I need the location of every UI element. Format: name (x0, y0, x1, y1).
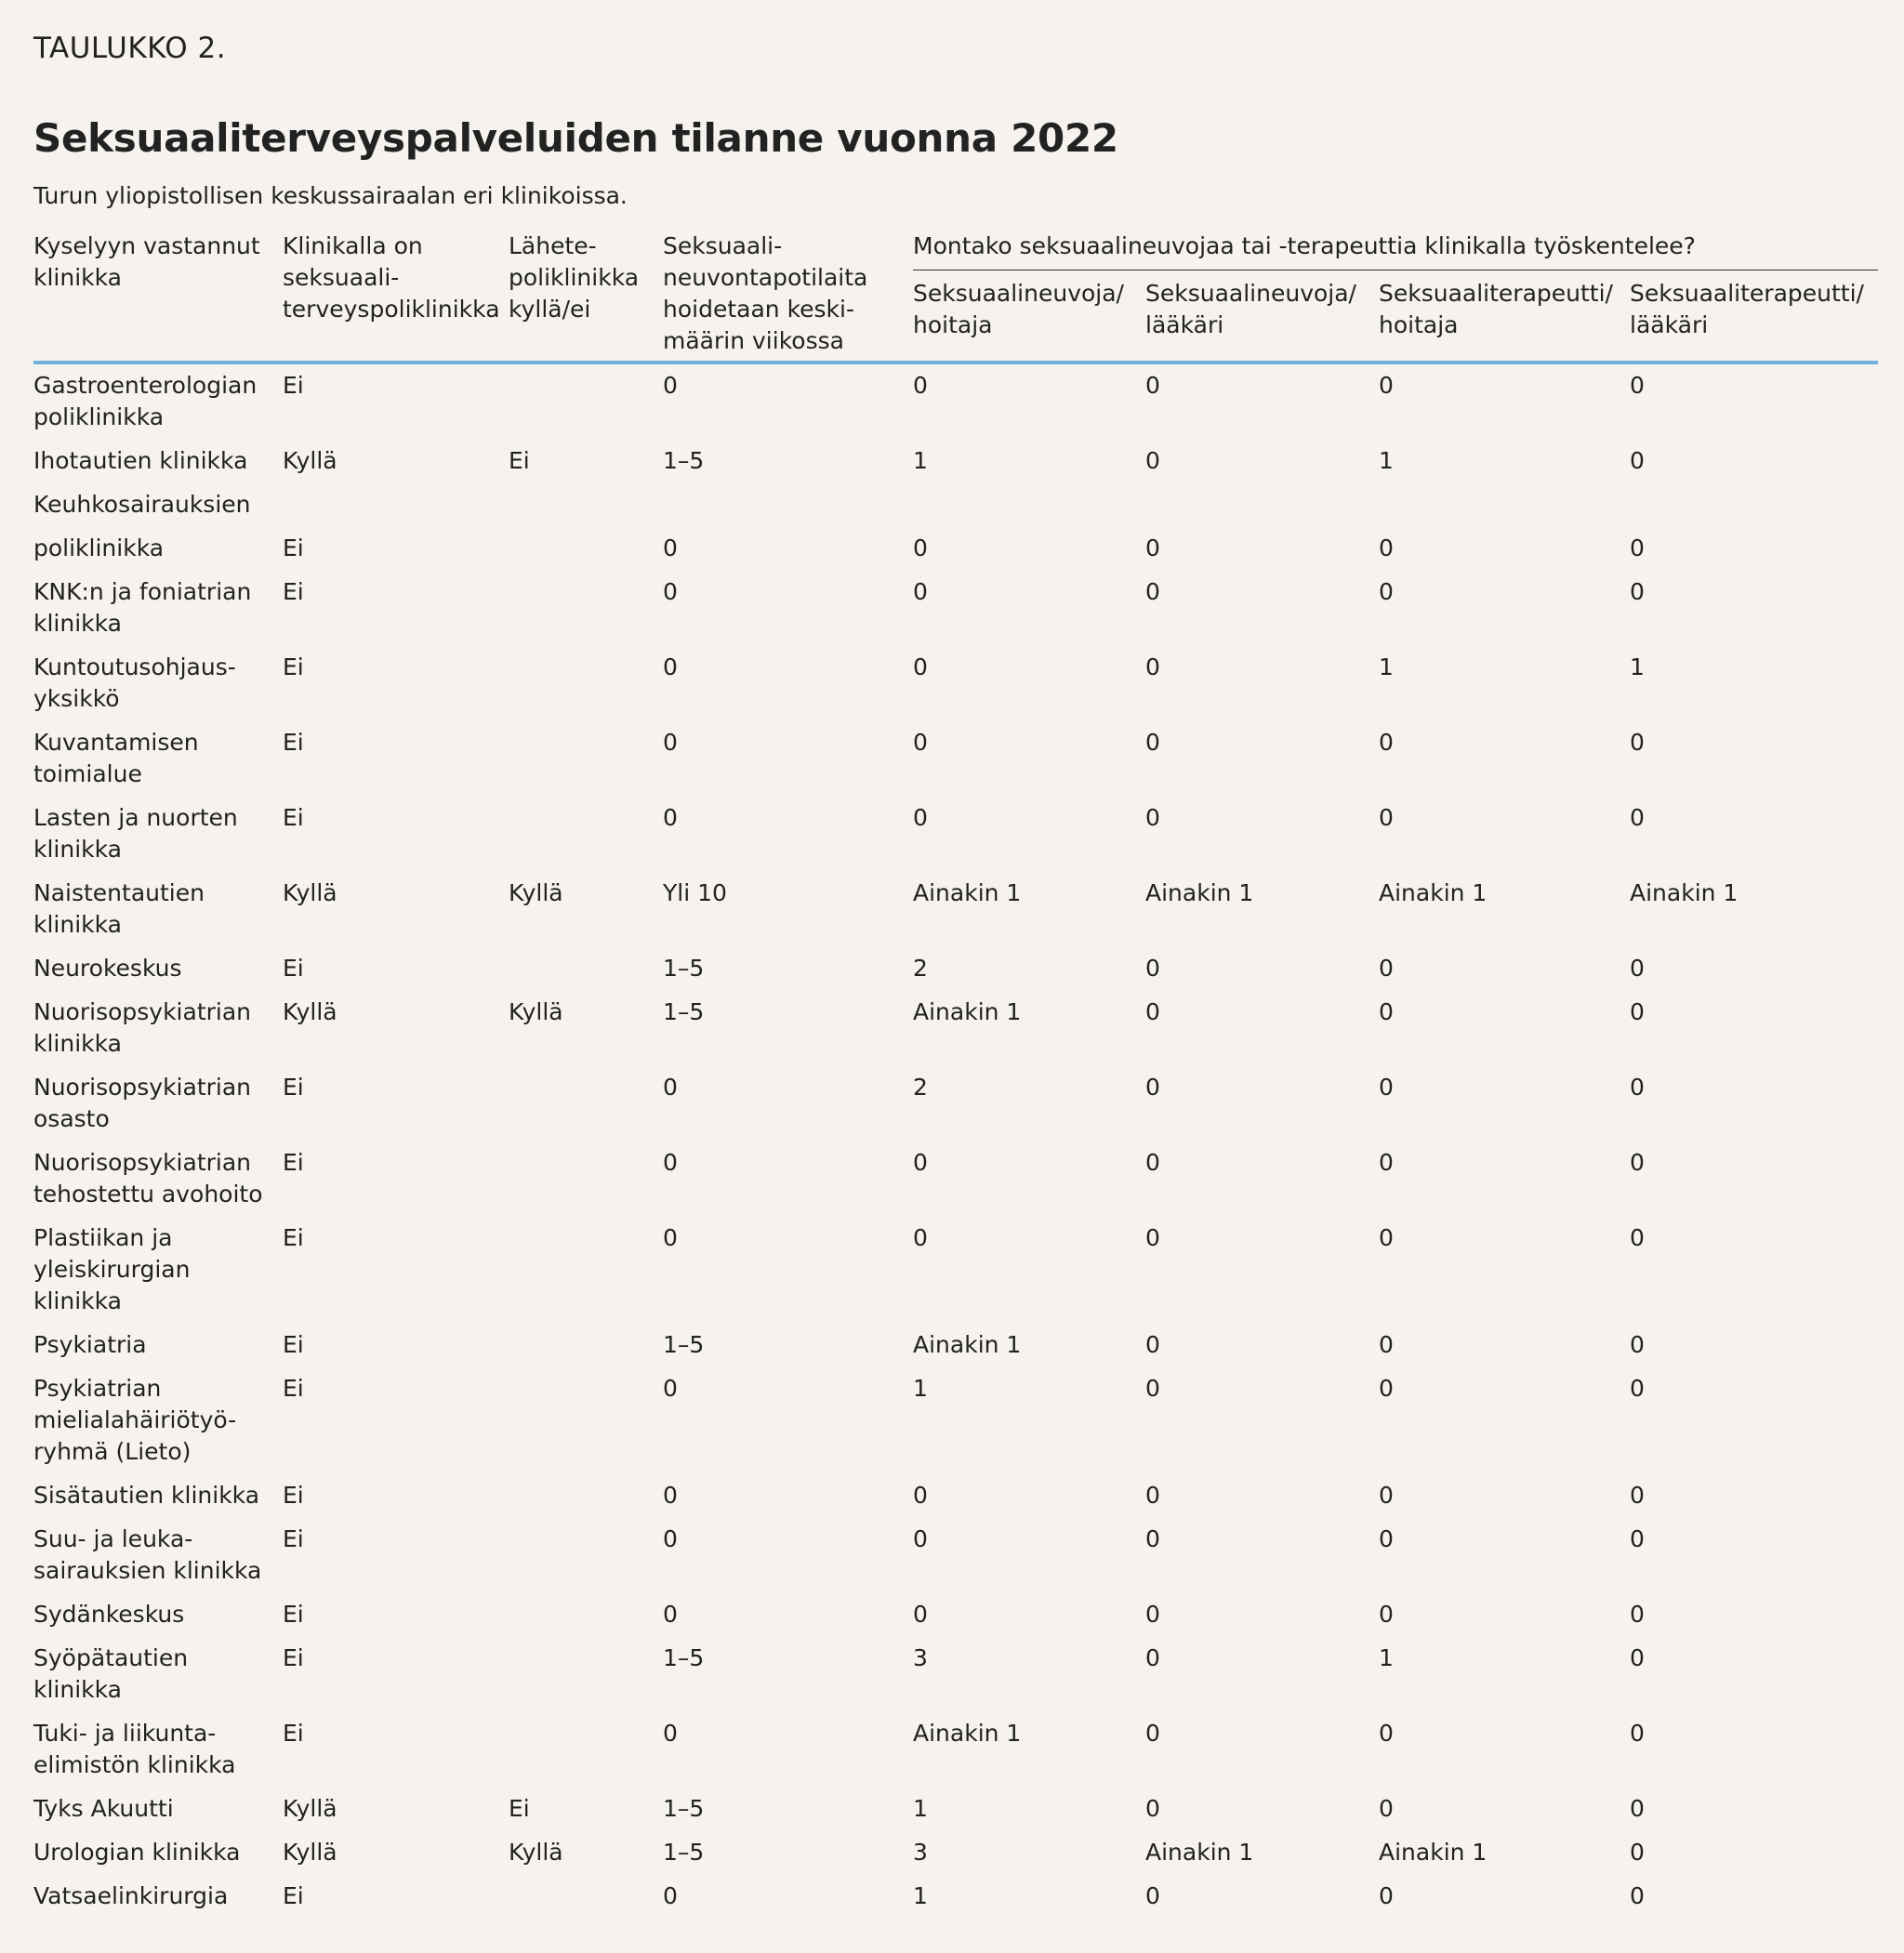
cell-counselor-doctor: 0 (1145, 1482, 1160, 1509)
cell-counselor-doctor: 0 (1145, 534, 1160, 561)
table-row (33, 878, 1878, 953)
cell-counselor-doctor: Ainakin 1 (1145, 1839, 1254, 1866)
cell-referral (509, 1072, 663, 1147)
cell-referral (509, 489, 663, 533)
cell-therapist-doctor: 0 (1630, 1149, 1645, 1176)
cell-clinic-name: Psykiatria (33, 1331, 147, 1358)
cell-clinic-name: KNK:n ja foniatrian klinikka (33, 578, 252, 637)
table-row (33, 363, 1878, 445)
cell-therapist-nurse (1379, 489, 1630, 533)
cell-therapist-doctor: 0 (1630, 447, 1645, 474)
cell-counselor-doctor: 0 (1145, 729, 1160, 756)
cell-therapist-nurse: 0 (1379, 534, 1394, 561)
table-row (33, 1329, 1878, 1373)
cell-referral: Kyllä (509, 879, 563, 906)
cell-therapist-nurse: 0 (1379, 955, 1394, 982)
col-header-therapist-doctor: Seksuaaliterapeutti/ lääkäri (1630, 270, 1878, 363)
cell-referral (509, 953, 663, 996)
cell-referral (509, 1147, 663, 1222)
cell-therapist-nurse: 1 (1379, 653, 1394, 680)
cell-has-clinic: Kyllä (283, 998, 337, 1025)
cell-referral (509, 1222, 663, 1329)
cell-has-clinic: Ei (283, 1149, 304, 1176)
cell-therapist-doctor: 0 (1630, 1644, 1645, 1671)
cell-therapist-nurse: 0 (1379, 804, 1394, 831)
cell-therapist-doctor: 0 (1630, 1224, 1645, 1251)
cell-counselor-doctor: 0 (1145, 804, 1160, 831)
cell-therapist-doctor: 0 (1630, 1525, 1645, 1552)
cell-has-clinic (283, 489, 509, 533)
page-title: Seksuaaliterveyspalveluiden tilanne vuonna 2022 (33, 115, 1118, 161)
table-row (33, 1718, 1878, 1793)
cell-has-clinic: Kyllä (283, 879, 337, 906)
cell-counselor-doctor: 0 (1145, 1644, 1160, 1671)
cell-referral (509, 363, 663, 445)
cell-counselor-nurse: 0 (913, 729, 928, 756)
cell-therapist-nurse: 0 (1379, 1149, 1394, 1176)
cell-patients-per-week: 0 (663, 1882, 678, 1909)
cell-therapist-nurse: 0 (1379, 372, 1394, 399)
cell-counselor-nurse: 3 (913, 1644, 928, 1671)
cell-therapist-doctor: 0 (1630, 1601, 1645, 1628)
cell-therapist-doctor: 1 (1630, 653, 1645, 680)
cell-counselor-doctor: Ainakin 1 (1145, 879, 1254, 906)
cell-has-clinic: Ei (283, 804, 304, 831)
cell-has-clinic: Ei (283, 955, 304, 982)
cell-counselor-nurse: 1 (913, 1882, 928, 1909)
cell-clinic-name: Ihotautien klinikka (33, 447, 248, 474)
cell-therapist-nurse: 0 (1379, 1525, 1394, 1552)
cell-therapist-nurse: 0 (1379, 1482, 1394, 1509)
data-table (33, 231, 1878, 1924)
cell-therapist-doctor: 0 (1630, 804, 1645, 831)
cell-therapist-nurse: Ainakin 1 (1379, 879, 1488, 906)
cell-patients-per-week: Yli 10 (663, 879, 727, 906)
cell-patients-per-week: 1–5 (663, 1331, 705, 1358)
cell-therapist-nurse: 0 (1379, 998, 1394, 1025)
cell-referral (509, 652, 663, 727)
cell-counselor-doctor: 0 (1145, 372, 1160, 399)
cell-has-clinic: Ei (283, 534, 304, 561)
cell-therapist-doctor: 0 (1630, 578, 1645, 605)
cell-counselor-nurse: 0 (913, 804, 928, 831)
cell-therapist-doctor: 0 (1630, 998, 1645, 1025)
cell-has-clinic: Ei (283, 1375, 304, 1402)
cell-has-clinic: Ei (283, 1882, 304, 1909)
cell-referral (509, 533, 663, 576)
cell-therapist-doctor: 0 (1630, 534, 1645, 561)
table-row (33, 1222, 1878, 1329)
cell-counselor-doctor: 0 (1145, 653, 1160, 680)
table-body (33, 363, 1878, 1924)
cell-counselor-doctor: 0 (1145, 1375, 1160, 1402)
cell-clinic-name: Urologian klinikka (33, 1839, 241, 1866)
cell-clinic-name: Gastroenterologian poliklinikka (33, 372, 258, 430)
cell-has-clinic: Ei (283, 1644, 304, 1671)
cell-therapist-doctor: 0 (1630, 1839, 1645, 1866)
cell-referral: Kyllä (509, 998, 563, 1025)
cell-therapist-nurse: 0 (1379, 1601, 1394, 1628)
cell-referral (509, 1599, 663, 1643)
cell-has-clinic: Ei (283, 1720, 304, 1747)
cell-therapist-doctor: 0 (1630, 1482, 1645, 1509)
cell-counselor-nurse: 0 (913, 1525, 928, 1552)
table-row (33, 1643, 1878, 1718)
cell-counselor-doctor: 0 (1145, 1224, 1160, 1251)
cell-referral (509, 1329, 663, 1373)
cell-patients-per-week (663, 489, 913, 533)
cell-therapist-doctor: 0 (1630, 1331, 1645, 1358)
cell-therapist-doctor: 0 (1630, 1375, 1645, 1402)
cell-counselor-doctor: 0 (1145, 998, 1160, 1025)
cell-clinic-name: Psykiatrian mielialahäiriötyö- ryhmä (Lieto) (33, 1375, 237, 1465)
table-row (33, 533, 1878, 576)
cell-counselor-nurse: 0 (913, 1482, 928, 1509)
cell-patients-per-week: 0 (663, 534, 678, 561)
cell-referral: Ei (509, 447, 530, 474)
cell-patients-per-week: 1–5 (663, 998, 705, 1025)
table-row (33, 445, 1878, 489)
cell-therapist-nurse: 1 (1379, 1644, 1394, 1671)
cell-referral (509, 1524, 663, 1599)
cell-counselor-doctor: 0 (1145, 955, 1160, 982)
cell-counselor-doctor: 0 (1145, 447, 1160, 474)
cell-therapist-nurse: 0 (1379, 1882, 1394, 1909)
cell-patients-per-week: 0 (663, 804, 678, 831)
cell-clinic-name: Tyks Akuutti (33, 1795, 174, 1822)
cell-patients-per-week: 1–5 (663, 955, 705, 982)
cell-counselor-doctor: 0 (1145, 1149, 1160, 1176)
col-header-patients: Seksuaali- neuvontapotilaita hoidetaan keski- määrin viikossa (663, 231, 913, 363)
table-row (33, 953, 1878, 996)
cell-counselor-doctor: 0 (1145, 1331, 1160, 1358)
cell-patients-per-week: 1–5 (663, 1839, 705, 1866)
col-header-therapist-nurse: Seksuaaliterapeutti/ hoitaja (1379, 270, 1630, 363)
cell-counselor-nurse: 0 (913, 653, 928, 680)
cell-patients-per-week: 0 (663, 1525, 678, 1552)
cell-counselor-nurse: 1 (913, 1795, 928, 1822)
cell-patients-per-week: 0 (663, 653, 678, 680)
cell-has-clinic: Ei (283, 372, 304, 399)
cell-counselor-doctor: 0 (1145, 1795, 1160, 1822)
cell-therapist-doctor: Ainakin 1 (1630, 879, 1739, 906)
cell-counselor-nurse: 3 (913, 1839, 928, 1866)
cell-clinic-name: Nuorisopsykiatrian osasto (33, 1074, 252, 1132)
cell-patients-per-week: 0 (663, 1224, 678, 1251)
cell-has-clinic: Ei (283, 1331, 304, 1358)
cell-counselor-nurse: Ainakin 1 (913, 1720, 1022, 1747)
cell-counselor-doctor: 0 (1145, 1882, 1160, 1909)
cell-clinic-name: Lasten ja nuorten klinikka (33, 804, 238, 863)
col-group-header-staff: Montako seksuaalineuvojaa tai -terapeuttia klinikalla työskentelee? (913, 231, 1878, 270)
cell-counselor-nurse: 2 (913, 955, 928, 982)
cell-counselor-nurse (913, 489, 1145, 533)
cell-therapist-nurse: 0 (1379, 729, 1394, 756)
cell-has-clinic: Kyllä (283, 1839, 337, 1866)
cell-patients-per-week: 0 (663, 1074, 678, 1101)
cell-clinic-name: Plastiikan ja yleiskirurgian klinikka (33, 1224, 191, 1314)
cell-patients-per-week: 0 (663, 372, 678, 399)
cell-referral (509, 576, 663, 652)
cell-patients-per-week: 0 (663, 578, 678, 605)
col-header-has-clinic: Klinikalla on seksuaali- terveyspoliklinikka (283, 231, 509, 363)
cell-clinic-name: Vatsaelinkirurgia (33, 1882, 229, 1909)
col-header-counselor-doctor: Seksuaalineuvoja/ lääkäri (1145, 270, 1379, 363)
table-row (33, 1880, 1878, 1924)
table-row (33, 1480, 1878, 1524)
cell-referral (509, 1480, 663, 1524)
cell-patients-per-week: 0 (663, 1601, 678, 1628)
cell-has-clinic: Ei (283, 1074, 304, 1101)
cell-clinic-name: Syöpätautien klinikka (33, 1644, 189, 1703)
cell-counselor-nurse: 0 (913, 578, 928, 605)
cell-counselor-nurse: Ainakin 1 (913, 998, 1022, 1025)
cell-has-clinic: Ei (283, 578, 304, 605)
page-subtitle: Turun yliopistollisen keskussairaalan eri klinikoissa. (33, 182, 628, 209)
cell-referral (509, 1718, 663, 1793)
cell-has-clinic: Ei (283, 729, 304, 756)
cell-therapist-doctor: 0 (1630, 1795, 1645, 1822)
cell-clinic-name: Nuorisopsykiatrian klinikka (33, 998, 252, 1057)
cell-counselor-nurse: 0 (913, 534, 928, 561)
cell-therapist-doctor: 0 (1630, 1882, 1645, 1909)
cell-patients-per-week: 1–5 (663, 447, 705, 474)
cell-clinic-name: Sydänkeskus (33, 1601, 185, 1628)
cell-therapist-nurse: 0 (1379, 1720, 1394, 1747)
cell-referral (509, 1880, 663, 1924)
col-header-referral: Lähete- poliklinikka kyllä/ei (509, 231, 663, 363)
cell-clinic-name: Neurokeskus (33, 955, 182, 982)
table-row (33, 996, 1878, 1072)
cell-patients-per-week: 0 (663, 1375, 678, 1402)
table-row (33, 576, 1878, 652)
cell-counselor-doctor: 0 (1145, 1720, 1160, 1747)
table-row (33, 1524, 1878, 1599)
cell-counselor-nurse: 0 (913, 372, 928, 399)
cell-counselor-nurse: 0 (913, 1224, 928, 1251)
cell-counselor-doctor: 0 (1145, 1074, 1160, 1101)
cell-referral (509, 802, 663, 878)
cell-counselor-nurse: Ainakin 1 (913, 879, 1022, 906)
cell-has-clinic: Ei (283, 1224, 304, 1251)
cell-patients-per-week: 0 (663, 1720, 678, 1747)
cell-has-clinic: Ei (283, 1482, 304, 1509)
table-row (33, 1373, 1878, 1480)
cell-clinic-name: Suu- ja leuka- sairauksien klinikka (33, 1525, 262, 1584)
cell-has-clinic: Ei (283, 1525, 304, 1552)
cell-therapist-nurse: 0 (1379, 1074, 1394, 1101)
cell-counselor-doctor: 0 (1145, 578, 1160, 605)
table-row (33, 1599, 1878, 1643)
cell-clinic-name: poliklinikka (33, 534, 165, 561)
cell-therapist-doctor: 0 (1630, 1720, 1645, 1747)
cell-patients-per-week: 1–5 (663, 1644, 705, 1671)
cell-patients-per-week: 1–5 (663, 1795, 705, 1822)
cell-counselor-doctor: 0 (1145, 1601, 1160, 1628)
cell-referral (509, 1373, 663, 1480)
cell-patients-per-week: 0 (663, 729, 678, 756)
cell-counselor-nurse: 1 (913, 447, 928, 474)
cell-counselor-doctor: 0 (1145, 1525, 1160, 1552)
col-header-clinic: Kyselyyn vastannut klinikka (33, 231, 283, 363)
cell-referral: Kyllä (509, 1839, 563, 1866)
cell-therapist-doctor (1630, 489, 1878, 533)
cell-therapist-nurse: 0 (1379, 1795, 1394, 1822)
table-row (33, 727, 1878, 802)
table-row (33, 652, 1878, 727)
cell-clinic-name: Sisätautien klinikka (33, 1482, 260, 1509)
cell-has-clinic: Kyllä (283, 1795, 337, 1822)
cell-counselor-doctor (1145, 489, 1379, 533)
cell-counselor-nurse: 2 (913, 1074, 928, 1101)
cell-referral: Ei (509, 1795, 530, 1822)
table-kicker: TAULUKKO 2. (33, 32, 227, 65)
cell-therapist-doctor: 0 (1630, 729, 1645, 756)
cell-counselor-nurse: 0 (913, 1601, 928, 1628)
cell-therapist-nurse: 0 (1379, 1331, 1394, 1358)
cell-therapist-nurse: 0 (1379, 1224, 1394, 1251)
cell-referral (509, 727, 663, 802)
cell-clinic-name: Kuvantamisen toimialue (33, 729, 199, 787)
cell-therapist-nurse: 0 (1379, 578, 1394, 605)
cell-has-clinic: Ei (283, 653, 304, 680)
cell-clinic-name: Nuorisopsykiatrian tehostettu avohoito (33, 1149, 263, 1207)
cell-has-clinic: Ei (283, 1601, 304, 1628)
table-row (33, 1837, 1878, 1880)
table-row (33, 1147, 1878, 1222)
cell-clinic-name: Naistentautien klinikka (33, 879, 205, 938)
col-header-counselor-nurse: Seksuaalineuvoja/ hoitaja (913, 270, 1145, 363)
table-row (33, 802, 1878, 878)
cell-clinic-name: Keuhkosairauksien (33, 491, 251, 518)
cell-counselor-nurse: Ainakin 1 (913, 1331, 1022, 1358)
cell-therapist-nurse: 1 (1379, 447, 1394, 474)
cell-patients-per-week: 0 (663, 1149, 678, 1176)
cell-counselor-nurse: 0 (913, 1149, 928, 1176)
table-row (33, 489, 1878, 533)
cell-clinic-name: Kuntoutusohjaus- yksikkö (33, 653, 236, 712)
cell-therapist-nurse: Ainakin 1 (1379, 1839, 1488, 1866)
table-header (33, 231, 1878, 363)
cell-therapist-nurse: 0 (1379, 1375, 1394, 1402)
cell-therapist-doctor: 0 (1630, 1074, 1645, 1101)
cell-patients-per-week: 0 (663, 1482, 678, 1509)
cell-has-clinic: Kyllä (283, 447, 337, 474)
cell-counselor-nurse: 1 (913, 1375, 928, 1402)
cell-referral (509, 1643, 663, 1718)
table-row (33, 1072, 1878, 1147)
cell-therapist-doctor: 0 (1630, 372, 1645, 399)
cell-clinic-name: Tuki- ja liikunta- elimistön klinikka (33, 1720, 236, 1778)
table-row (33, 1793, 1878, 1837)
cell-therapist-doctor: 0 (1630, 955, 1645, 982)
